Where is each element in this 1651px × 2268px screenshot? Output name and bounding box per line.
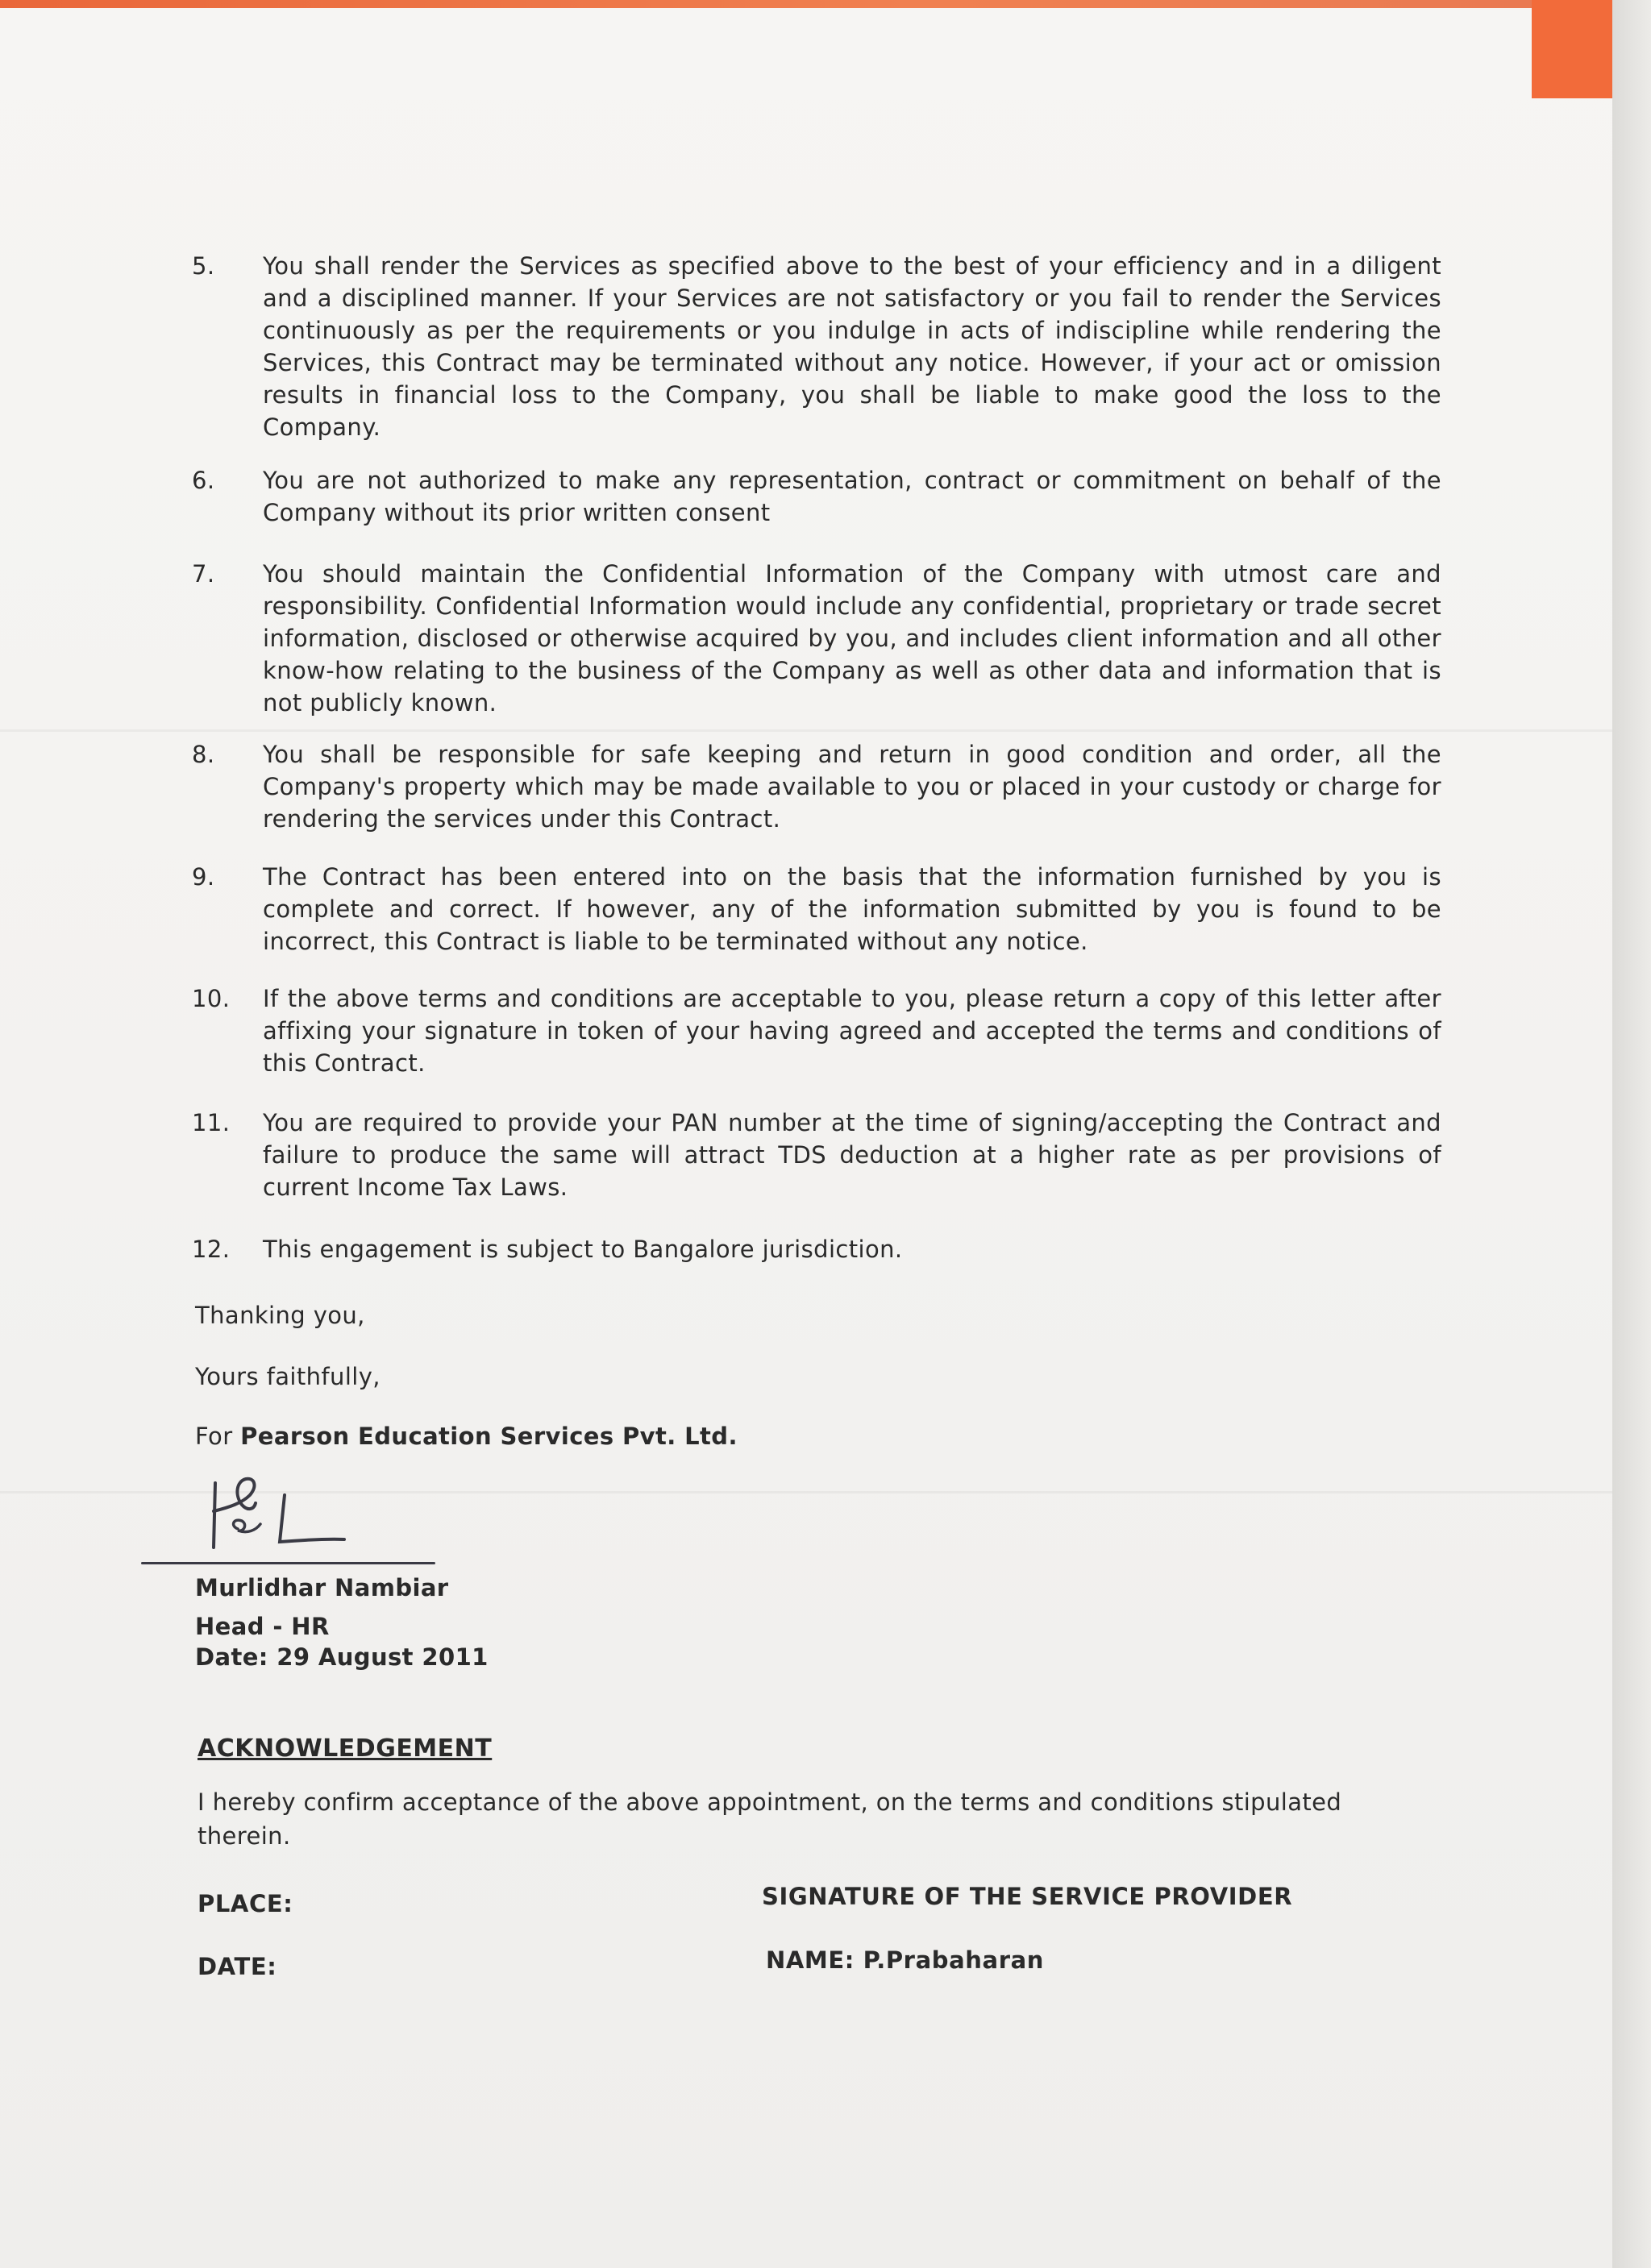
clause-number: 12. <box>192 1236 231 1263</box>
page-edge-shadow <box>1612 0 1651 2268</box>
acknowledgement-text: I hereby confirm acceptance of the above appointment, on the terms and conditions stipulated therein. <box>198 1788 1342 1850</box>
signature-label: SIGNATURE OF THE SERVICE PROVIDER <box>762 1883 1293 1910</box>
clause-number: 7. <box>192 560 215 588</box>
signatory-title: Head - HR <box>195 1613 330 1640</box>
paper-fold <box>0 729 1612 732</box>
closing-thanks: Thanking you, <box>195 1302 365 1329</box>
for-prefix: For <box>195 1423 233 1450</box>
date-label: DATE: <box>198 1953 277 1980</box>
clause-6 <box>192 464 1441 529</box>
clause-text: You shall render the Services as specified above to the best of your efficiency and in a diligent and a disciplined manner. If your Services are not satisfactory or you fail to render the Services continuously as per the requirements or you indulge in acts of indiscipline while rendering the Services, this Contract may be terminated without any notice. However, if your act or omission results in financial loss to the Company, you shall be liable to make good the loss to the Company. <box>263 252 1441 441</box>
acknowledgement-heading: ACKNOWLEDGEMENT <box>198 1734 493 1763</box>
clause-number: 10. <box>192 985 231 1012</box>
clause-text: This engagement is subject to Bangalore jurisdiction. <box>263 1236 903 1263</box>
clause-8 <box>192 738 1441 835</box>
clause-text: If the above terms and conditions are acceptable to you, please return a copy of this letter after affixing your signature in token of your having agreed and accepted the terms and conditions of this Contract. <box>263 985 1441 1077</box>
clause-text: You are required to provide your PAN number at the time of signing/accepting the Contract and failure to produce the same will attract TDS deduction at a higher rate as per provisions of current Income Tax Laws. <box>263 1109 1441 1201</box>
top-orange-stripe <box>0 0 1532 8</box>
clause-9 <box>192 861 1441 957</box>
clause-7 <box>192 558 1441 719</box>
clause-number: 9. <box>192 863 215 891</box>
clause-10 <box>192 982 1441 1079</box>
clause-11 <box>192 1107 1441 1203</box>
handwritten-signature <box>206 1471 367 1560</box>
provider-name: NAME: P.Prabaharan <box>766 1946 1045 1974</box>
place-label: PLACE: <box>198 1890 293 1917</box>
signature-underline <box>141 1562 435 1564</box>
clause-5 <box>192 250 1441 443</box>
clause-number: 8. <box>192 741 215 768</box>
closing-sign-off: Yours faithfully, <box>195 1363 381 1390</box>
signatory-name: Murlidhar Nambiar <box>195 1574 449 1601</box>
clause-text: You are not authorized to make any representation, contract or commitment on behalf of the Company without its prior written consent <box>263 467 1441 526</box>
clause-text: The Contract has been entered into on the basis that the information furnished by you is complete and correct. If however, any of the information submitted by you is found to be incorrect, this Contract is liable to be terminated without any notice. <box>263 863 1441 955</box>
letter-date: Date: 29 August 2011 <box>195 1643 489 1671</box>
clause-number: 11. <box>192 1109 231 1136</box>
closing-company-line <box>195 1420 738 1452</box>
clause-text: You shall be responsible for safe keeping and return in good condition and order, all the Company's property which may be made available to you or placed in your custody or charge for rendering the services under this Contract. <box>263 741 1441 833</box>
clause-number: 6. <box>192 467 215 494</box>
clause-text: You should maintain the Confidential Information of the Company with utmost care and responsibility. Confidential Information would include any confidential, proprietary or trade secret information, disclosed or otherwise acquired by you, and includes client information and all other know-how relating to the business of the Company as well as other data and information that is not publicly known. <box>263 560 1441 717</box>
clause-12 <box>192 1233 1441 1265</box>
company-name: Pearson Education Services Pvt. Ltd. <box>240 1423 738 1450</box>
clause-number: 5. <box>192 252 215 280</box>
